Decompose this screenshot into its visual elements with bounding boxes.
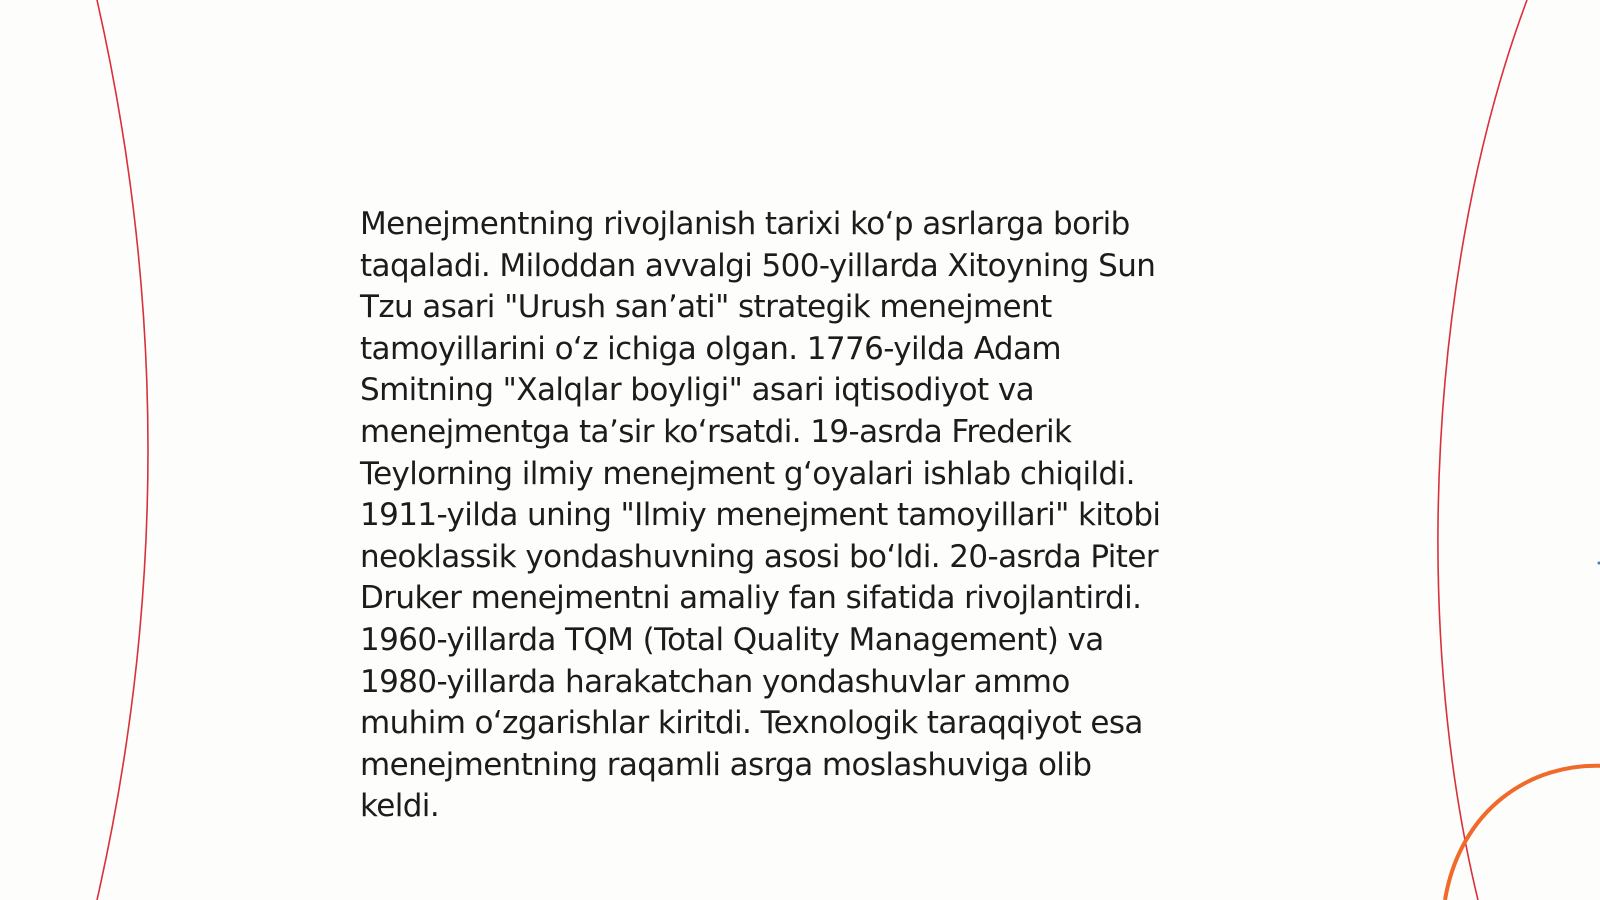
left-red-arc — [97, 0, 148, 900]
right-red-arc — [1438, 0, 1527, 900]
orange-circle-arc — [1445, 766, 1600, 900]
body-paragraph: Menejmentning rivojlanish tarixi koʻp asrlarga borib taqaladi. Miloddan avvalgi 500-yillarda Xitoyning Sun Tzu asari "Urush sanʼati" strategik menejment tamoyillarini oʻz ichiga olgan. 1776-yilda Adam Smitning "Xalqlar boyligi" asari iqtisodiyot va menejmentga taʼsir koʻrsatdi. 19-asrda Frederik Teylorning ilmiy menejment gʻoyalari ishlab chiqildi. 1911-yilda uning "Ilmiy menejment tamoyillari" kitobi neoklassik yondashuvning asosi boʻldi. 20-asrda Piter Druker menejmentni amaliy fan sifatida rivojlantirdi. 1960-yillarda TQM (Total Quality Management) va 1980-yillarda harakatchan yondashuvlar ammo muhim oʻzgarishlar kiritdi. Texnologik taraqqiyot esa menejmentning raqamli asrga moslashuviga olib keldi. — [360, 206, 1161, 825]
